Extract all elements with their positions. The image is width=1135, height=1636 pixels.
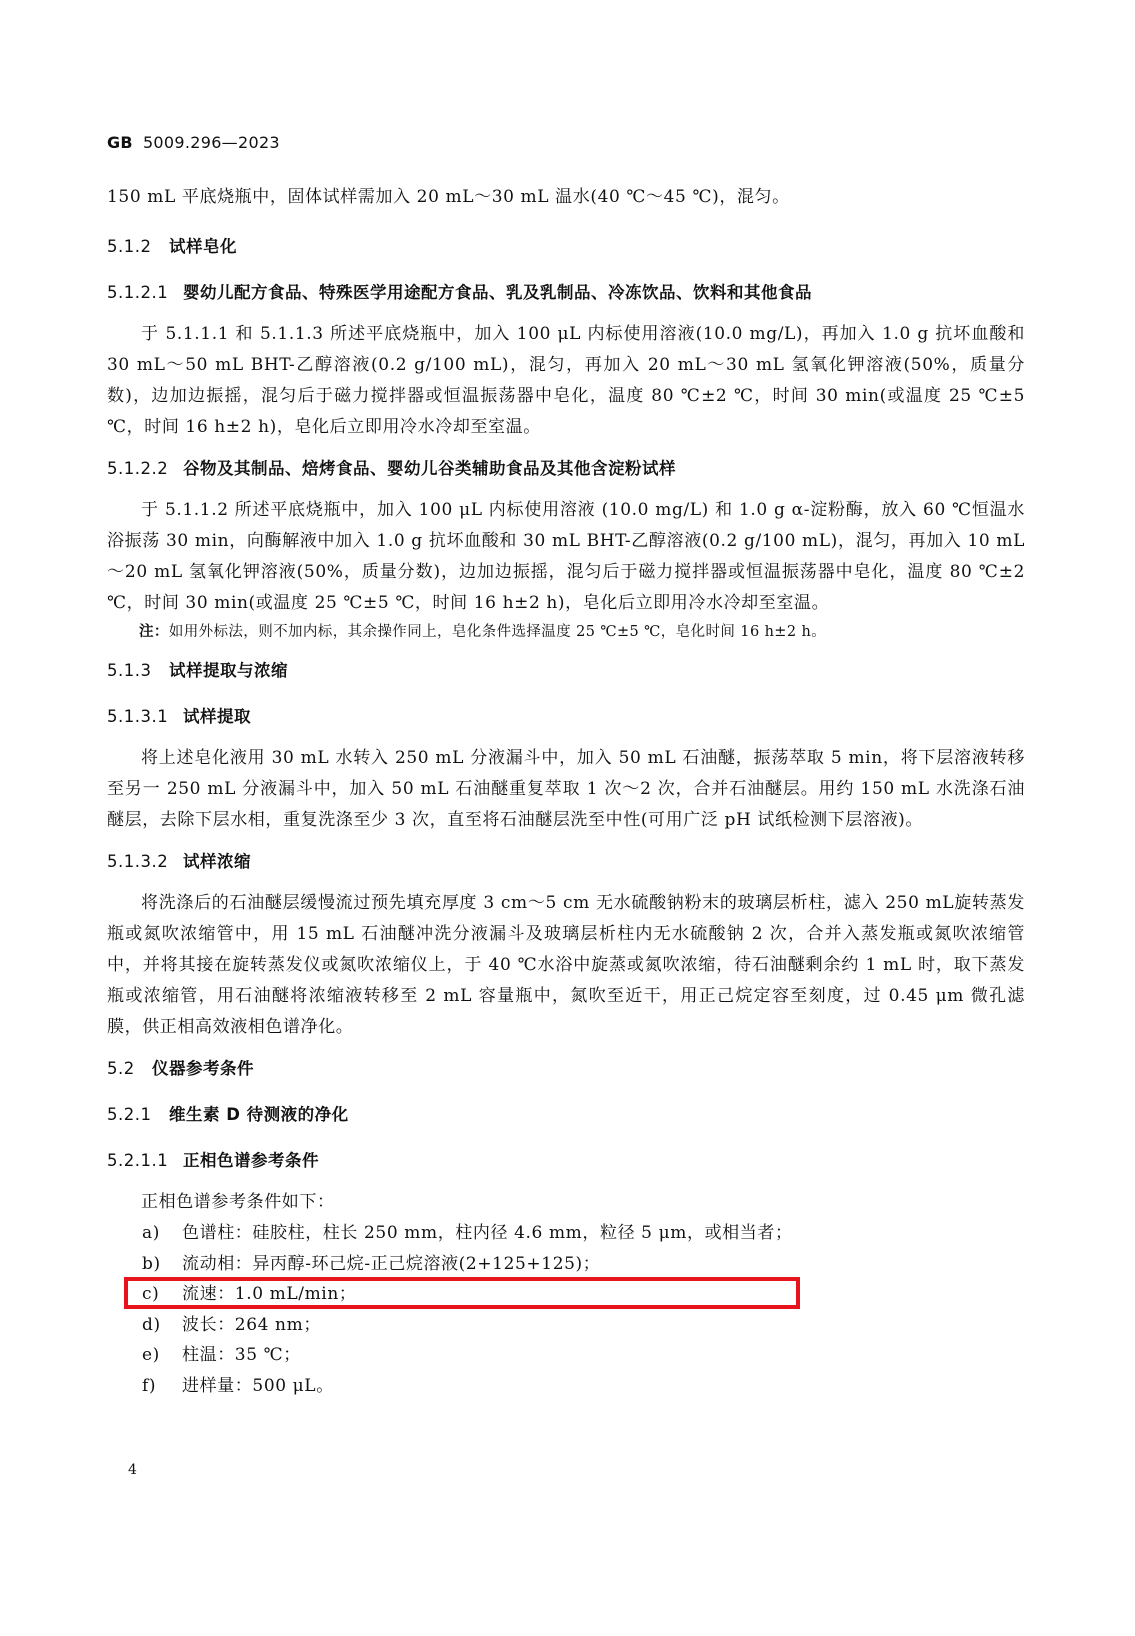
page-number: 4 [128,1462,137,1478]
list-item: f) 进样量：500 μL。 [142,1375,334,1396]
paragraph-5-1-3-2: 将洗涤后的石油醚层缓慢流过预先填充厚度 3 cm～5 cm 无水硫酸钠粉末的玻璃层析柱，滤入 250 mL旋转蒸发瓶或氮吹浓缩管中，用 15 mL 石油醚冲洗分液漏斗及玻璃层析柱内无水硫酸钠 2 次，合并入蒸发瓶或氮吹浓缩管中，并将其接在旋转蒸发仪或氮吹浓缩仪上，于 40 ℃水浴中旋蒸或氮吹浓缩，待石油醚剩余约 1 mL 时，取下蒸发瓶或浓缩管，用石油醚将浓缩液转移至 2 mL 容量瓶中，氮吹至近干，用正己烷定容至刻度，过 0.45 μm 微孔滤膜，供正相高效液相色谱净化。 [107,893,1025,1037]
list-item: e) 柱温：35 ℃； [142,1345,301,1365]
note-text: 如用外标法，则不加内标，其余操作同上，皂化条件选择温度 25 ℃±5 ℃，皂化时间 16 h±2 h。 [168,624,827,640]
heading-5-2-1: 5.2.1 维生素 D 待测液的净化 [107,1105,349,1124]
standard-code: GB [107,133,133,152]
heading-5-1-3-2: 5.1.3.2 试样浓缩 [107,852,251,871]
list-item: d) 波长：264 nm； [142,1314,321,1335]
heading-5-1-3: 5.1.3 试样提取与浓缩 [107,661,288,680]
list-item: b) 流动相：异丙醇-环己烷-正己烷溶液(2+125+125)； [142,1253,601,1274]
heading-5-2-1-1: 5.2.1.1 正相色谱参考条件 [107,1151,319,1170]
standard-number: 5009.296—2023 [142,133,280,152]
heading-5-1-2-1: 5.1.2.1 婴幼儿配方食品、特殊医学用途配方食品、乳及乳制品、冷冻饮品、饮料和其他食品 [107,283,812,302]
heading-5-1-2-2: 5.1.2.2 谷物及其制品、焙烤食品、婴幼儿谷类辅助食品及其他含淀粉试样 [107,459,676,478]
heading-5-2: 5.2 仪器参考条件 [107,1059,254,1078]
conditions-list [107,1218,1025,1401]
note-label: 注： [139,624,169,640]
paragraph-5-1-2-2: 于 5.1.1.2 所述平底烧瓶中，加入 100 μL 内标使用溶液 (10.0 mg/L) 和 1.0 g α-淀粉酶，放入 60 ℃恒温水浴振荡 30 min，向酶解液中加入 1.0 g 抗坏血酸和 30 mL BHT-乙醇溶液(0.2 g/100 mL)，混匀，再加入 10 mL～20 mL 氢氧化钾溶液(50%，质量分数)，边加边振摇，混匀后于磁力搅拌器或恒温振荡器中皂化，温度 80 ℃±2 ℃，时间 30 min(或温度 25 ℃±5 ℃，时间 16 h±2 h)，皂化后立即用冷水冷却至室温。 [107,500,1025,613]
note [107,619,1025,645]
paragraph-5-1-2-1: 于 5.1.1.1 和 5.1.1.3 所述平底烧瓶中，加入 100 μL 内标使用溶液(10.0 mg/L)，再加入 1.0 g 抗坏血酸和 30 mL～50 mL BHT-乙醇溶液(0.2 g/100 mL)，混匀，再加入 20 mL～30 mL 氢氧化钾溶液(50%，质量分数)，边加边振摇，混匀后于磁力搅拌器或恒温振荡器中皂化，温度 80 ℃±2 ℃，时间 30 min(或温度 25 ℃±5 ℃，时间 16 h±2 h)，皂化后立即用冷水冷却至室温。 [107,324,1025,437]
list-intro: 正相色谱参考条件如下： [141,1192,335,1212]
list-item: a) 色谱柱：硅胶柱，柱长 250 mm，柱内径 4.6 mm，粒径 5 μm，或相当者； [142,1223,793,1243]
paragraph-5-1-3-1: 将上述皂化液用 30 mL 水转入 250 mL 分液漏斗中，加入 50 mL 石油醚，振荡萃取 5 min，将下层溶液转移至另一 250 mL 分液漏斗中，加入 50 mL 石油醚重复萃取 1 次～2 次，合并石油醚层。用约 150 mL 水洗涤石油醚层，去除下层水相，重复洗涤至少 3 次，直至将石油醚层洗至中性(可用广泛 pH 试纸检测下层溶液)。 [107,748,1025,830]
list-item: c) 流速：1.0 mL/min； [142,1284,357,1304]
highlight-box [124,1277,800,1309]
continued-paragraph: 150 mL 平底烧瓶中，固体试样需加入 20 mL～30 mL 温水(40 ℃～45 ℃)，混匀。 [107,187,790,207]
heading-5-1-3-1: 5.1.3.1 试样提取 [107,707,251,726]
document-content [107,182,1025,1401]
heading-5-1-2: 5.1.2 试样皂化 [107,237,237,256]
standard-header [107,133,280,152]
